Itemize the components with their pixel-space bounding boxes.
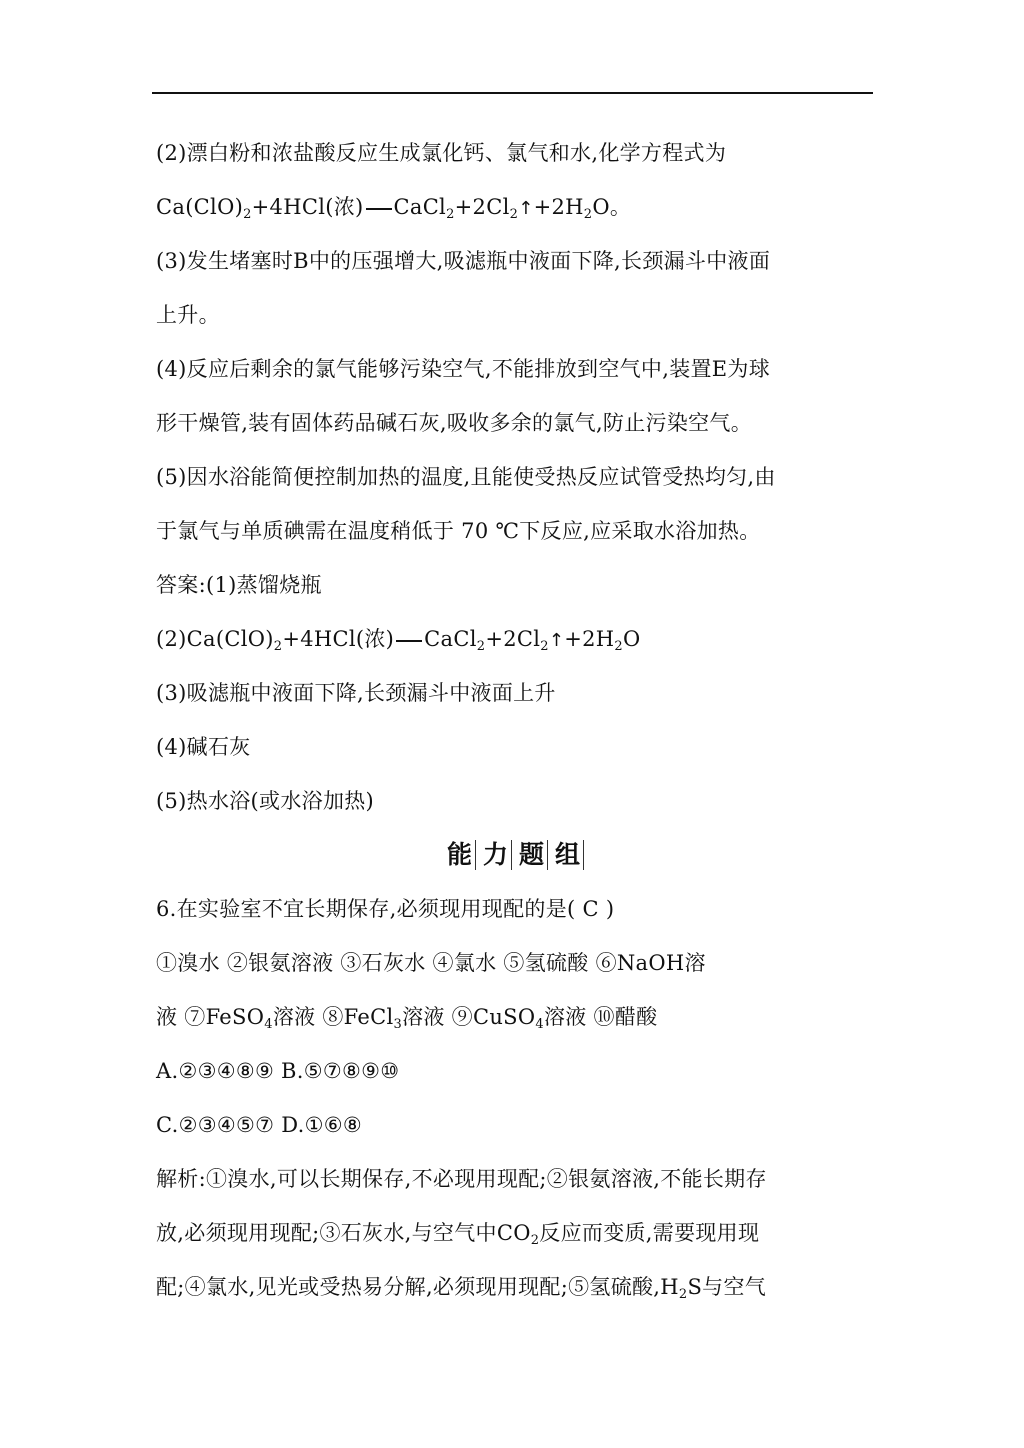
option-part: 溶液 ⑨CuSO: [402, 1005, 536, 1029]
option-part: 溶液 ⑩醋酸: [543, 1005, 658, 1029]
formula-part: +2H: [564, 627, 615, 651]
analysis-line: [156, 1260, 872, 1314]
question-options: [156, 990, 872, 1044]
analysis-part: 配;④氯水,见光或受热易分解,必须现用现配;⑤氢硫酸,H: [156, 1275, 679, 1299]
subscript: 3: [393, 1017, 403, 1032]
analysis-line: 解析:①溴水,可以长期保存,不必现用现配;②银氨溶液,不能长期存: [156, 1167, 767, 1191]
subscript: 4: [535, 1017, 544, 1032]
equal-sign: [366, 208, 392, 210]
document-body: [156, 126, 872, 1314]
subscript: 2: [509, 207, 519, 222]
subscript: 2: [583, 207, 593, 222]
formula-part: +2Cl: [485, 627, 541, 651]
formula-part: Ca(ClO): [186, 627, 274, 651]
text-line: (3)发生堵塞时B中的压强增大,吸滤瓶中液面下降,长颈漏斗中液面: [156, 249, 771, 273]
heading-char: 组: [552, 840, 584, 870]
answer-choices: C.②③④⑤⑦ D.①⑥⑧: [156, 1113, 362, 1137]
header-rule: [152, 92, 873, 94]
heading-char: 能: [444, 840, 476, 870]
answer-choices: A.②③④⑧⑨ B.⑤⑦⑧⑨⑩: [156, 1059, 400, 1083]
subscript: 2: [614, 639, 623, 654]
answer-line: 答案:(1)蒸馏烧瓶: [156, 573, 322, 597]
formula-part: +4HCl(浓): [251, 195, 364, 219]
formula-part: O: [622, 627, 641, 651]
text-line: 形干燥管,装有固体药品碱石灰,吸收多余的氯气,防止污染空气。: [156, 411, 753, 435]
formula-part: +4HCl(浓): [282, 627, 395, 651]
analysis-line: [156, 1206, 872, 1260]
equal-sign: [396, 640, 422, 642]
formula-part: CaCl: [424, 627, 477, 651]
text-line: 上升。: [156, 303, 220, 327]
subscript: 4: [264, 1017, 273, 1032]
option-part: 液 ⑦FeSO: [156, 1005, 265, 1029]
question-stem: 6.在实验室不宜长期保存,必须现用现配的是( C ): [156, 897, 615, 921]
formula-part: O。: [592, 195, 632, 219]
subscript: 2: [243, 207, 252, 222]
subscript: 2: [476, 639, 486, 654]
heading-char: 题: [516, 840, 548, 870]
subscript: 2: [446, 207, 455, 222]
text-line: (2)漂白粉和浓盐酸反应生成氯化钙、氯气和水,化学方程式为: [156, 141, 727, 165]
text-line: (4)反应后剩余的氯气能够污染空气,不能排放到空气中,装置E为球: [156, 357, 771, 381]
subscript: 2: [530, 1233, 540, 1248]
section-heading: [156, 828, 872, 882]
analysis-part: S与空气: [687, 1275, 767, 1299]
gas-arrow-icon: ↑: [548, 630, 565, 651]
formula-part: +2H: [533, 195, 584, 219]
equation-line: [156, 180, 872, 234]
analysis-part: 放,必须现用现配;③石灰水,与空气中CO: [156, 1221, 531, 1245]
formula-part: CaCl: [393, 195, 447, 219]
text-line: 于氯气与单质碘需在温度稍低于 70 ℃下反应,应采取水浴加热。: [156, 519, 761, 543]
text-line: (5)因水浴能简便控制加热的温度,且能使受热反应试管受热均匀,由: [156, 465, 776, 489]
formula-part: (2): [156, 627, 187, 651]
analysis-part: 反应而变质,需要现用现: [539, 1221, 760, 1245]
subscript: 2: [678, 1287, 688, 1302]
formula-part: Ca(ClO): [156, 195, 244, 219]
formula-part: +2Cl: [454, 195, 510, 219]
subscript: 2: [273, 639, 283, 654]
equation-line: [156, 612, 872, 666]
option-part: 溶液 ⑧FeCl: [272, 1005, 394, 1029]
question-options: ①溴水 ②银氨溶液 ③石灰水 ④氯水 ⑤氢硫酸 ⑥NaOH溶: [156, 951, 706, 975]
answer-line: (3)吸滤瓶中液面下降,长颈漏斗中液面上升: [156, 681, 556, 705]
gas-arrow-icon: ↑: [518, 198, 534, 219]
answer-line: (4)碱石灰: [156, 735, 251, 759]
heading-char: 力: [480, 840, 512, 870]
answer-line: (5)热水浴(或水浴加热): [156, 789, 375, 813]
subscript: 2: [540, 639, 549, 654]
